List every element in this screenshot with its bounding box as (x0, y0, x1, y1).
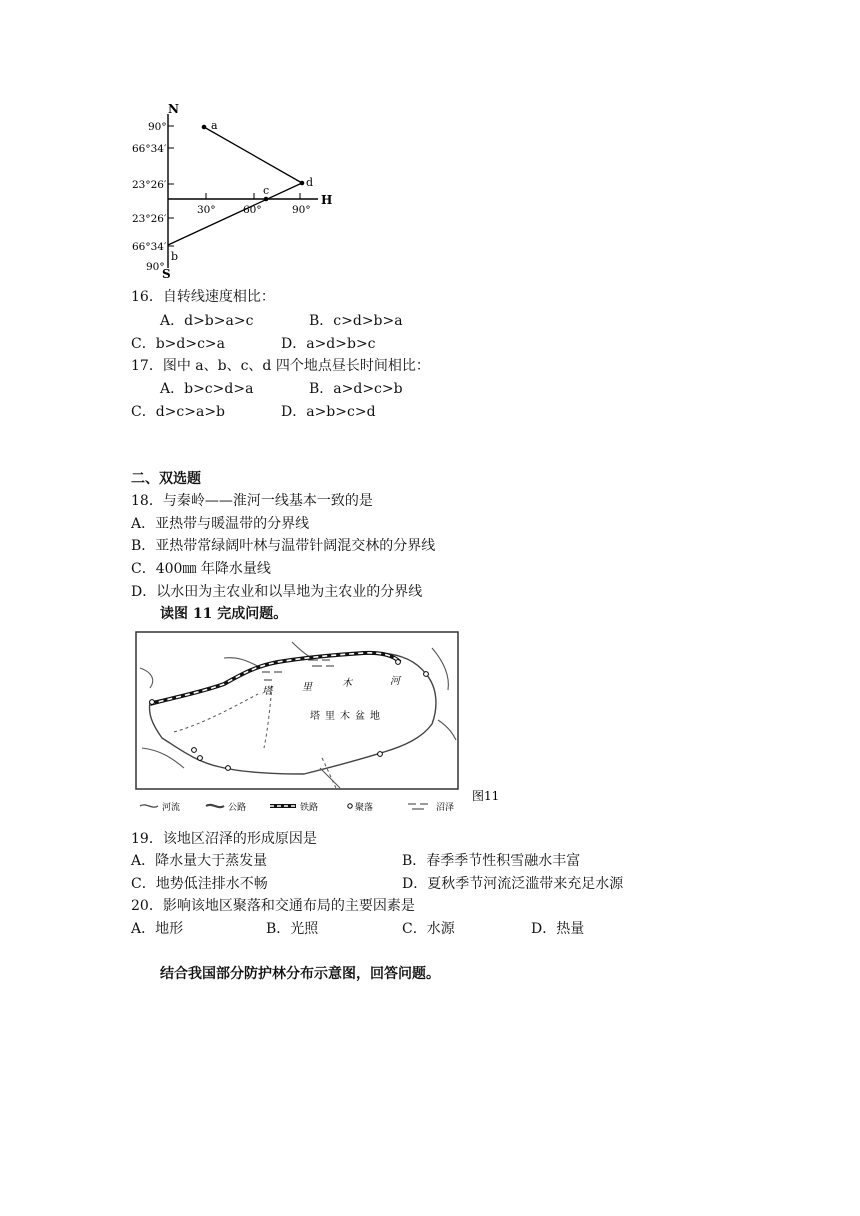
settlement (424, 672, 429, 677)
settlement (226, 766, 231, 771)
point-d-label: d (306, 176, 314, 189)
q17-option-d: D．a>b>c>d (281, 404, 376, 420)
q16-stem: 16．自转线速度相比： (131, 289, 275, 305)
map-legend (140, 801, 454, 813)
q18-option-c: C．400㎜ 年降水量线 (131, 561, 271, 577)
north-label: N (168, 102, 179, 116)
q16-option-b: B．c>d>b>a (309, 313, 403, 329)
q18-option-d: D．以水田为主农业和以旱地为主农业的分界线 (131, 584, 423, 600)
south-label: S (162, 267, 171, 280)
q16-option-a: A．d>b>a>c (160, 313, 254, 329)
river-name-char: 里 (302, 682, 312, 693)
river-name-char: 木 (342, 678, 352, 689)
legend-settlement: 聚落 (355, 803, 374, 813)
basin-name: 塔里木盆地 (310, 711, 385, 722)
tarim-basin-map (132, 628, 507, 814)
lon-label-90: 90° (292, 204, 311, 216)
line-b-d (168, 183, 302, 245)
legend-swamp: 沼泽 (436, 803, 455, 813)
q19-option-a: A．降水量大于蒸发量 (131, 853, 268, 869)
q17-option-b: B．a>d>c>b (309, 381, 403, 397)
point-c (264, 197, 269, 202)
map-frame (136, 632, 458, 789)
settlement (396, 660, 401, 665)
q17-stem: 17．图中 a、b、c、d 四个地点昼长时间相比： (131, 358, 430, 374)
river-name-char: 塔 (262, 686, 272, 697)
section-title: 二、双选题 (131, 471, 201, 487)
point-b-label: b (171, 250, 179, 263)
lat-label-90n: 90° (148, 121, 167, 133)
river-name-char: 河 (390, 676, 400, 687)
q20-option-d: D．热量 (531, 921, 585, 937)
point-d (300, 181, 305, 186)
q19-stem: 19．该地区沼泽的形成原因是 (131, 831, 317, 847)
lat-label-23s: 23°26′ (132, 213, 167, 225)
lat-label-66n: 66°34′ (132, 143, 167, 155)
closing-instruction: 结合我国部分防护林分布示意图，回答问题。 (160, 966, 440, 982)
q17-option-c: C．d>c>a>b (131, 404, 226, 420)
q16-option-c: C．b>d>c>a (131, 336, 226, 352)
legend-railway: 铁路 (300, 803, 319, 813)
lat-label-90s: 90° (146, 261, 165, 273)
lon-label-60: 60° (243, 204, 262, 216)
q20-option-b: B．光照 (266, 921, 319, 937)
point-c-label: c (263, 184, 270, 197)
read-figure-11: 读图 11 完成问题。 (160, 606, 288, 622)
q20-stem: 20．影响该地区聚落和交通布局的主要因素是 (131, 898, 415, 914)
settlement (198, 756, 203, 761)
settlement (150, 700, 155, 705)
q18-option-a: A．亚热带与暖温带的分界线 (131, 516, 310, 532)
lat-label-23n: 23°26′ (132, 179, 167, 191)
q17-option-a: A．b>c>d>a (160, 381, 254, 397)
q18-stem: 18．与秦岭——淮河一线基本一致的是 (131, 493, 373, 509)
h-label: H (321, 193, 333, 207)
settlement (378, 752, 383, 757)
latitude-diagram (130, 100, 350, 280)
q19-option-b: B．春季季节性积雪融水丰富 (402, 853, 581, 869)
lat-label-66s: 66°34′ (132, 241, 167, 253)
q16-option-d: D．a>d>b>c (281, 336, 376, 352)
q19-option-c: C．地势低洼排水不畅 (131, 876, 268, 892)
q18-option-b: B．亚热带常绿阔叶林与温带针阔混交林的分界线 (131, 538, 436, 554)
point-a (202, 125, 207, 130)
legend-river: 河流 (162, 803, 181, 813)
point-a-label: a (211, 119, 218, 132)
q20-option-c: C．水源 (402, 921, 455, 937)
settlement (192, 748, 197, 753)
lon-label-30: 30° (197, 204, 216, 216)
legend-highway: 公路 (228, 803, 247, 813)
line-a-d (204, 127, 302, 183)
q19-option-d: D．夏秋季节河流泛滥带来充足水源 (402, 876, 624, 892)
figure-label: 图11 (472, 789, 500, 803)
q20-option-a: A．地形 (131, 921, 184, 937)
